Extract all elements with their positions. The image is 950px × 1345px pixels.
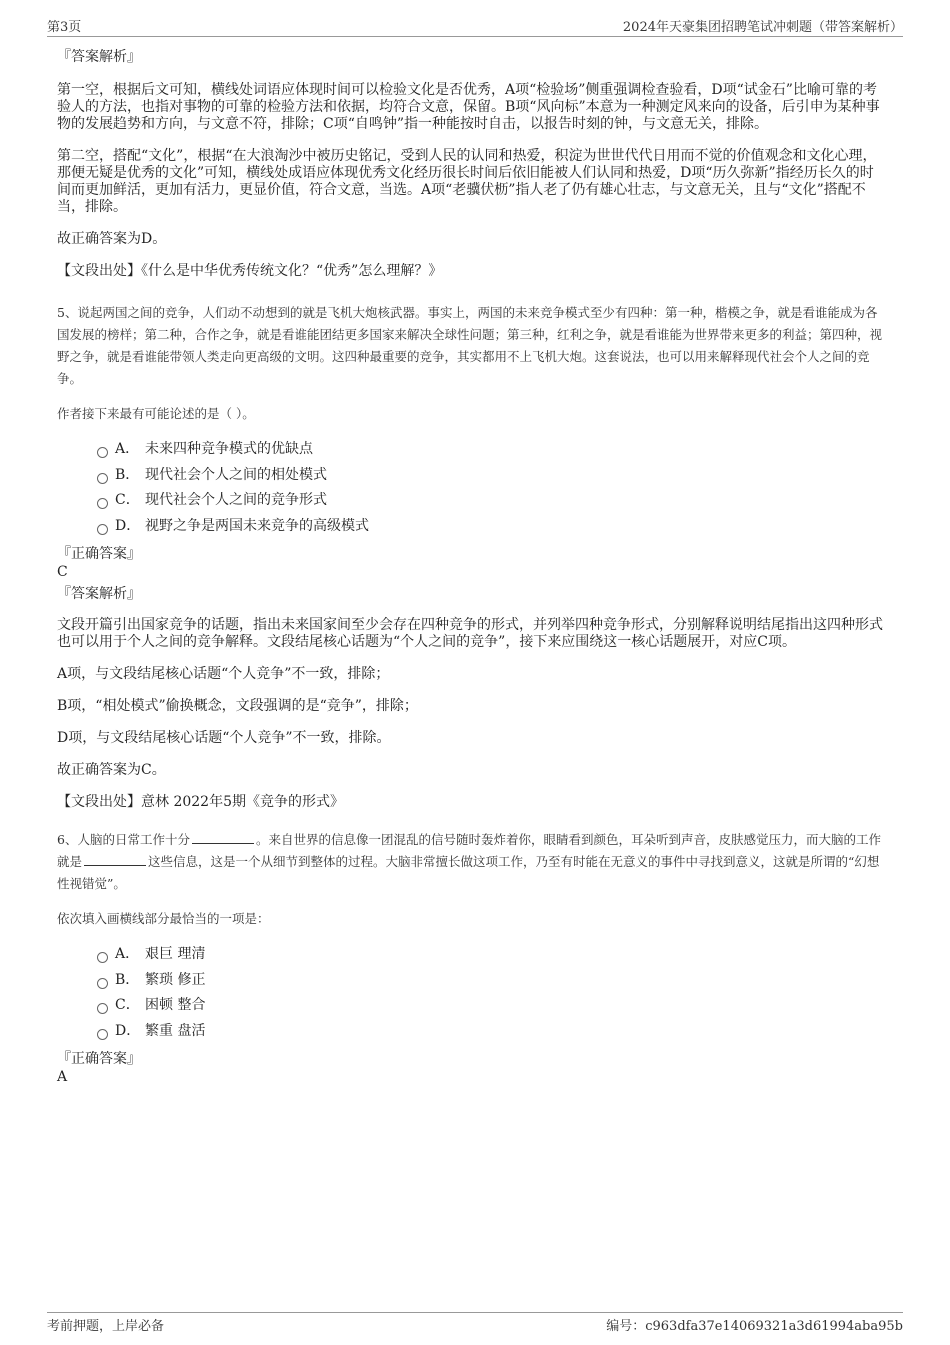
q4-source: 【文段出处】《什么是中华优秀传统文化？“优秀”怎么理解？》 [57, 263, 443, 279]
q6-answer: A [57, 1069, 68, 1085]
document-title: 2024年天豪集团招聘笔试冲刺题（带答案解析） [622, 20, 903, 35]
radio-icon[interactable] [97, 447, 108, 458]
q4-analysis-p1: 第一空，根据后文可知，横线处词语应体现时间可以检验文化是否优秀，A项“检验场”侧重强调检查验看，D项“试金石”比喻可靠的考验人的方法，也指对事物的可靠的检验方法和依据，均符合文意，保留。B项“风向标”本意为一种测定风来向的设备，后引申为某种事物的发展趋势和方向，与文意不符，排除；C项“自鸣钟”指一种能按时自击，以报告时刻的钟，与文意无关，排除。 [57, 82, 880, 132]
q5-option-c[interactable]: C． 现代社会个人之间的竞争形式 [97, 488, 887, 514]
q5-question: 作者接下来最有可能论述的是（ ）。 [57, 405, 255, 421]
q5-option-a[interactable]: A． 未来四种竞争模式的优缺点 [97, 437, 887, 463]
radio-icon[interactable] [97, 524, 108, 535]
q4-analysis-title: 『答案解析』 [57, 49, 141, 65]
q6-option-c[interactable]: C． 困顿 整合 [97, 993, 887, 1019]
q5-stem: 5、说起两国之间的竞争，人们动不动想到的就是飞机大炮核武器。事实上，两国的未来竞争模式至少有四种：第一种，楷模之争，就是看谁能成为各国发展的榜样；第二种，合作之争，就是看谁能团结更多国家来解决全球性问题；第三种，红利之争，就是看谁能为世界带来更多的利益；第四种，视野之争，就是看谁能带领人类走向更高级的文明。这四种最重要的竞争，其实都用不上飞机大炮。这套说法，也可以用来解释现代社会个人之间的竞争。 [57, 305, 883, 386]
radio-icon[interactable] [97, 473, 108, 484]
q5-analysis-p1: 文段开篇引出国家竞争的话题，指出未来国家间至少会存在四种竞争的形式，并列举四种竞争形式，分别解释说明结尾指出这四种形式也可以用于个人之间的竞争解释。文段结尾核心话题为“个人之间的竞争”，接下来应围绕这一核心话题展开，对应C项。 [57, 617, 883, 650]
q6-options [57, 942, 887, 1044]
radio-icon[interactable] [97, 1003, 108, 1014]
q5-options [57, 437, 887, 539]
radio-icon[interactable] [97, 978, 108, 989]
radio-icon[interactable] [97, 498, 108, 509]
page-number: 第3页 [47, 20, 82, 35]
q4-analysis-p3: 故正确答案为D。 [57, 231, 167, 247]
document-id: 编号：c963dfa37e14069321a3d61994aba95b [606, 1319, 903, 1334]
q5-analysis-p3: B项，“相处模式”偷换概念，文段强调的是“竞争”，排除； [57, 698, 418, 714]
q5-answer-title: 『正确答案』 [57, 546, 141, 562]
q5-option-b[interactable]: B． 现代社会个人之间的相处模式 [97, 463, 887, 489]
q4-analysis-p2: 第二空，搭配“文化”，根据“在大浪淘沙中被历史铭记，受到人民的认同和热爱，积淀为世世代代日用而不觉的价值观念和文化心理，那便无疑是优秀的文化”可知，横线处成语应体现优秀文化经历很长时间后依旧能被人们认同和热爱，D项“历久弥新”指经历长久的时间而更加鲜活，更加有活力，更显价值，符合文意，当选。A项“老骥伏枥”指人老了仍有雄心壮志，与文意无关，且与“文化”搭配不当，排除。 [57, 148, 877, 215]
q5-source: 【文段出处】意林 2022年5期《竞争的形式》 [57, 794, 344, 810]
q5-answer: C [57, 564, 68, 580]
q5-option-d[interactable]: D． 视野之争是两国未来竞争的高级模式 [97, 514, 887, 540]
q6-option-a[interactable]: A． 艰巨 理清 [97, 942, 887, 968]
page-footer [47, 1312, 903, 1335]
page-content [57, 48, 887, 1086]
q6-option-b[interactable]: B． 繁琐 修正 [97, 968, 887, 994]
fill-blank [84, 853, 146, 866]
q5-analysis-title: 『答案解析』 [57, 586, 141, 602]
page-header [47, 14, 903, 37]
q6-option-d[interactable]: D． 繁重 盘活 [97, 1019, 887, 1045]
footer-slogan: 考前押题，上岸必备 [47, 1319, 165, 1334]
q6-answer-title: 『正确答案』 [57, 1051, 141, 1067]
q6-stem: 6、人脑的日常工作十分 。来自世界的信息像一团混乱的信号随时轰炸着你，眼睛看到颜色，耳朵听到声音，皮肤感觉压力，而大脑的工作就是 这些信息，这是一个从细节到整体的过程。大脑非常擅长做这项工作，乃至有时能在无意义的事件中寻找到意义，这就是所谓的“幻想性视错觉”。 [57, 832, 881, 891]
fill-blank [192, 831, 254, 844]
q5-analysis-p2: A项，与文段结尾核心话题“个人竞争”不一致，排除； [57, 666, 390, 682]
q6-question: 依次填入画横线部分最恰当的一项是： [57, 910, 270, 926]
radio-icon[interactable] [97, 952, 108, 963]
q5-analysis-p4: D项，与文段结尾核心话题“个人竞争”不一致，排除。 [57, 730, 391, 746]
q5-analysis-p5: 故正确答案为C。 [57, 762, 166, 778]
radio-icon[interactable] [97, 1029, 108, 1040]
